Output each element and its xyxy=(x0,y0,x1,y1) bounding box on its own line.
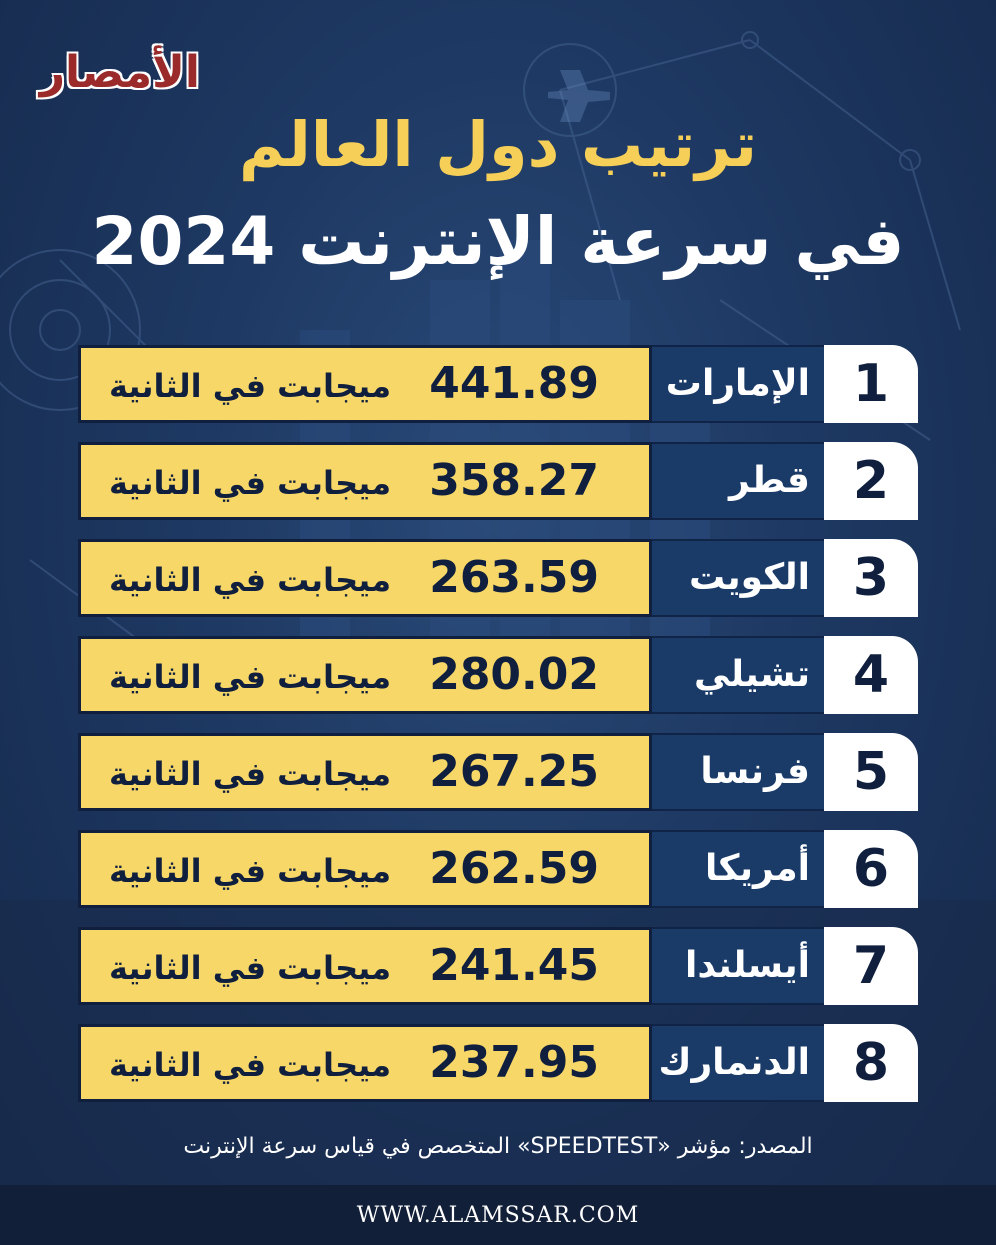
ranking-row xyxy=(78,1024,918,1102)
website-link[interactable]: WWW.ALAMSSAR.COM xyxy=(356,1203,640,1228)
rank-number: 6 xyxy=(824,830,918,908)
ranking-row xyxy=(78,636,918,714)
country-name: الدنمارك xyxy=(652,1024,824,1102)
rank-number: 8 xyxy=(824,1024,918,1102)
speed-unit: ميجابت في الثانية xyxy=(109,755,391,793)
ranking-row xyxy=(78,442,918,520)
speed-box xyxy=(78,442,652,520)
speed-value: 263.59 xyxy=(429,552,599,603)
page-title-line-2: في سرعة الإنترنت 2024 xyxy=(91,203,905,280)
rank-number: 4 xyxy=(824,636,918,714)
rank-number: 7 xyxy=(824,927,918,1005)
rank-number: 5 xyxy=(824,733,918,811)
ranking-row xyxy=(78,927,918,1005)
speed-unit: ميجابت في الثانية xyxy=(109,852,391,890)
speed-value: 237.95 xyxy=(429,1037,599,1088)
speed-box xyxy=(78,539,652,617)
speed-box xyxy=(78,345,652,423)
logo-wordmark: الأمصار xyxy=(39,47,200,98)
source-note: المصدر: مؤشر «SPEEDTEST» المتخصص في قياس سرعة الإنترنت xyxy=(183,1134,813,1159)
rank-number: 2 xyxy=(824,442,918,520)
country-name: أمريكا xyxy=(652,830,824,908)
country-name: تشيلي xyxy=(652,636,824,714)
country-name: الإمارات xyxy=(652,345,824,423)
speed-box xyxy=(78,927,652,1005)
country-name: الكويت xyxy=(652,539,824,617)
ranking-row xyxy=(78,539,918,617)
speed-value: 267.25 xyxy=(429,746,599,797)
footer-bar xyxy=(0,1185,996,1245)
speed-unit: ميجابت في الثانية xyxy=(109,949,391,987)
ranking-row xyxy=(78,733,918,811)
speed-box xyxy=(78,733,652,811)
speed-unit: ميجابت في الثانية xyxy=(109,1046,391,1084)
page-title-line-1: ترتيب دول العالم xyxy=(238,108,758,181)
speed-unit: ميجابت في الثانية xyxy=(109,464,391,502)
speed-unit: ميجابت في الثانية xyxy=(109,658,391,696)
country-name: أيسلندا xyxy=(652,927,824,1005)
speed-unit: ميجابت في الثانية xyxy=(109,561,391,599)
country-name: قطر xyxy=(652,442,824,520)
ranking-row xyxy=(78,345,918,423)
speed-value: 241.45 xyxy=(429,940,599,991)
speed-value: 280.02 xyxy=(429,649,599,700)
speed-box xyxy=(78,1024,652,1102)
speed-value: 262.59 xyxy=(429,843,599,894)
rank-number: 3 xyxy=(824,539,918,617)
country-name: فرنسا xyxy=(652,733,824,811)
speed-unit: ميجابت في الثانية xyxy=(109,367,391,405)
speed-value: 441.89 xyxy=(429,358,599,409)
speed-value: 358.27 xyxy=(429,455,599,506)
ranking-row xyxy=(78,830,918,908)
speed-box xyxy=(78,636,652,714)
rank-number: 1 xyxy=(824,345,918,423)
speed-box xyxy=(78,830,652,908)
